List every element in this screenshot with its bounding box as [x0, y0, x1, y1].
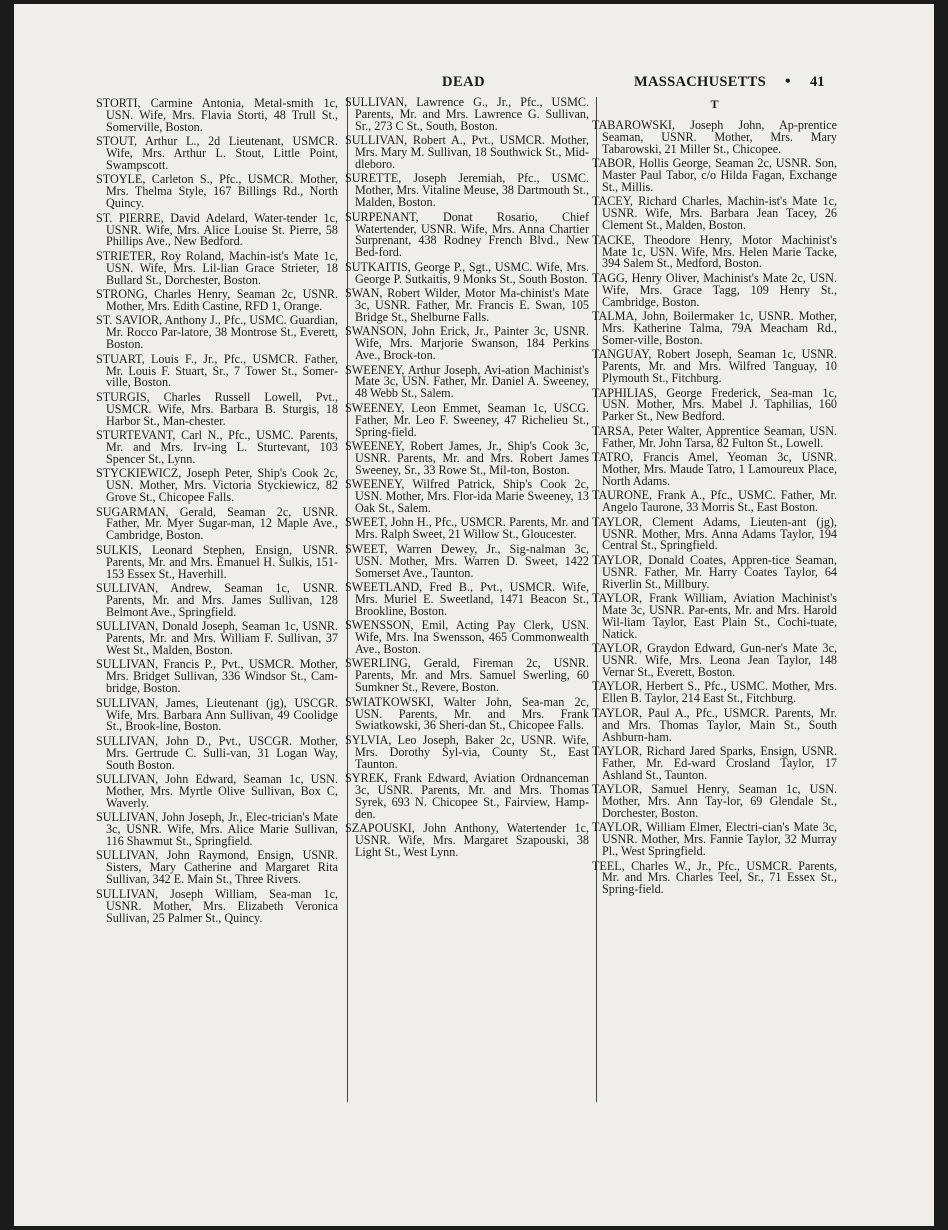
casualty-entry: SURPENANT, Donat Rosario, Chief Watertender, USNR. Wife, Mrs. Anna Chartier Surprenant, 438 Rodney French Blvd., New Bed-ford.	[345, 209, 589, 260]
casualty-entry: ST. PIERRE, David Adelard, Water-tender 1c, USNR. Wife, Mrs. Alice Louise St. Pierre, 58 Phillips Ave., New Bedford.	[96, 210, 338, 249]
casualty-entry: SWEET, Warren Dewey, Jr., Sig-nalman 3c, USN. Mother, Mrs. Warren D. Sweet, 1422 Somerset Ave., Taunton.	[345, 541, 589, 580]
casualty-entry: SWIATKOWSKI, Walter John, Sea-man 2c, USN. Parents, Mr. and Mrs. Frank Swiatkowski, 36 Sheri-dan St., Chicopee Falls.	[345, 694, 589, 733]
page-header	[14, 74, 934, 94]
casualty-entry: TAYLOR, Frank William, Aviation Machinist's Mate 3c, USNR. Par-ents, Mr. and Mrs. Harold Wil-liam Taylor, East Plain St., Cochi-tuate, Natick.	[592, 591, 837, 641]
casualty-entry: SULLIVAN, Lawrence G., Jr., Pfc., USMC. Parents, Mr. and Mrs. Lawrence G. Sullivan, Sr., 273 C St., South, Boston.	[345, 95, 589, 133]
casualty-entry: SWEETLAND, Fred B., Pvt., USMCR. Wife, Mrs. Muriel E. Sweetland, 1471 Beacon St., Brookline, Boston.	[345, 579, 589, 618]
casualty-entry: SWEET, John H., Pfc., USMCR. Parents, Mr. and Mrs. Ralph Sweet, 21 Willow St., Gloucester.	[345, 515, 589, 542]
casualty-entry: TAYLOR, Samuel Henry, Seaman 1c, USN. Mother, Mrs. Ann Tay-lor, 69 Glendale St., Dorchester, Boston.	[592, 782, 837, 820]
column-3	[592, 98, 837, 899]
casualty-entry: SUTKAITIS, George P., Sgt., USMC. Wife, Mrs. George P. Sutkaitis, 9 Monks St., South Boston.	[345, 259, 589, 286]
casualty-entry: SYLVIA, Leo Joseph, Baker 2c, USNR. Wife, Mrs. Dorothy Syl-via, County St., East Taunton.	[345, 732, 589, 771]
casualty-entry: SULLIVAN, John Joseph, Jr., Elec-trician's Mate 3c, USNR. Wife, Mrs. Alice Marie Sullivan, 116 Shawmut St., Springfield.	[96, 810, 338, 849]
casualty-entry: STRIETER, Roy Roland, Machin-ist's Mate 1c, USN. Wife, Mrs. Lil-lian Grace Strieter, 18 Bullard St., Dorchester, Boston.	[96, 248, 338, 287]
casualty-entry: TAURONE, Frank A., Pfc., USMC. Father, Mr. Angelo Taurone, 33 Morris St., East Boston.	[592, 488, 837, 515]
casualty-entry: SUGARMAN, Gerald, Seaman 2c, USNR. Father, Mr. Myer Sugar-man, 12 Maple Ave., Cambridge, Boston.	[96, 504, 338, 543]
casualty-entry: TAYLOR, Clement Adams, Lieuten-ant (jg), USNR. Mother, Mrs. Anna Adams Taylor, 194 Central St., Springfield.	[592, 514, 837, 553]
casualty-entry: SURETTE, Joseph Jeremiah, Pfc., USMC. Mother, Mrs. Vitaline Meuse, 38 Dartmouth St., Malden, Boston.	[345, 171, 589, 210]
casualty-entry: SZAPOUSKI, John Anthony, Watertender 1c, USNR. Wife, Mrs. Margaret Szapouski, 38 Light St., West Lynn.	[345, 821, 589, 859]
casualty-entry: SULLIVAN, John Edward, Seaman 1c, USN. Mother, Mrs. Myrtle Olive Sullivan, Box C, Waverly.	[96, 772, 338, 810]
casualty-entry: ST. SAVIOR, Anthony J., Pfc., USMC. Guardian, Mr. Rocco Par-latore, 38 Montrose St., Everett, Boston.	[96, 313, 338, 352]
casualty-entry: SULLIVAN, Andrew, Seaman 1c, USNR. Parents, Mr. and Mrs. James Sullivan, 128 Belmont Ave., Springfield.	[96, 580, 338, 619]
casualty-entry: TAYLOR, William Elmer, Electri-cian's Mate 3c, USNR. Mother, Mrs. Fannie Taylor, 32 Murray Pl., West Springfield.	[592, 820, 837, 859]
casualty-entry: TAYLOR, Herbert S., Pfc., USMC. Mother, Mrs. Ellen B. Taylor, 214 East St., Fitchburg.	[592, 679, 837, 706]
casualty-entry: SULLIVAN, John Raymond, Ensign, USNR. Sisters, Mary Catherine and Margaret Rita Sullivan, 342 E. Main St., Three Rivers.	[96, 848, 338, 887]
casualty-entry: SWEENEY, Arthur Joseph, Avi-ation Machinist's Mate 3c, USN. Father, Mr. Daniel A. Sweeney, 48 Webb St., Salem.	[345, 362, 589, 401]
casualty-entry: SWEENEY, Wilfred Patrick, Ship's Cook 2c, USN. Mother, Mrs. Flor-ida Marie Sweeney, 13 Oak St., Salem.	[345, 477, 589, 515]
column-1	[96, 98, 338, 927]
casualty-entry: SULLIVAN, Donald Joseph, Seaman 1c, USNR. Parents, Mr. and Mrs. William F. Sullivan, 37 West St., Malden, Boston.	[96, 619, 338, 657]
page-number: 41	[810, 74, 825, 90]
casualty-entry: SYREK, Frank Edward, Aviation Ordnanceman 3c, USNR. Parents, Mr. and Mrs. Thomas Syrek, 693 N. Chicopee St., Fairview, Hamp-den.	[345, 771, 589, 821]
casualty-entry: SWAN, Robert Wilder, Motor Ma-chinist's Mate 3c, USNR. Father, Mr. Francis E. Swan, 105 Bridge St., Shelburne Falls.	[345, 286, 589, 324]
casualty-entry: STYCKIEWICZ, Joseph Peter, Ship's Cook 2c, USN. Mother, Mrs. Victoria Styckiewicz, 82 Grove St., Chicopee Falls.	[96, 466, 338, 505]
casualty-entry: TAYLOR, Graydon Edward, Gun-ner's Mate 3c, USNR. Wife, Mrs. Leona Jean Taylor, 148 Vernar St., Everett, Boston.	[592, 641, 837, 679]
header-title: DEAD	[442, 74, 486, 90]
casualty-entry: TACKE, Theodore Henry, Motor Machinist's Mate 1c, USN. Wife, Mrs. Helen Marie Tacke, 394 Salem St., Medford, Boston.	[592, 232, 837, 271]
casualty-entry: SWERLING, Gerald, Fireman 2c, USNR. Parents, Mr. and Mrs. Samuel Swerling, 60 Sumkner St., Revere, Boston.	[345, 656, 589, 695]
casualty-entry: TAYLOR, Donald Coates, Appren-tice Seaman, USNR. Father, Mr. Harry Coates Taylor, 64 Riverlin St., Millbury.	[592, 552, 837, 591]
casualty-entry: TACEY, Richard Charles, Machin-ist's Mate 1c, USNR. Wife, Mrs. Barbara Jean Tacey, 26 Clement St., Malden, Boston.	[592, 194, 837, 233]
casualty-entry: TAPHILIAS, George Frederick, Sea-man 1c, USN. Mother, Mrs. Mabel J. Taphilias, 160 Parker St., New Bedford.	[592, 385, 837, 424]
casualty-entry: SWEENEY, Leon Emmet, Seaman 1c, USCG. Father, Mr. Leo F. Sweeney, 47 Richelieu St., Spring-field.	[345, 400, 589, 439]
casualty-entry: TABOR, Hollis George, Seaman 2c, USNR. Son, Master Paul Tabor, c/o Hilda Fagan, Exchange St., Millis.	[592, 156, 837, 195]
casualty-entry: SULLIVAN, John D., Pvt., USCGR. Mother, Mrs. Gertrude C. Sulli-van, 31 Logan Way, South Boston.	[96, 733, 338, 772]
header-bullet: •	[785, 73, 791, 90]
casualty-entry: SWENSSON, Emil, Acting Pay Clerk, USN. Wife, Mrs. Ina Swensson, 465 Commonwealth Ave., Boston.	[345, 618, 589, 656]
section-letter: T	[710, 97, 719, 111]
casualty-entry: SWEENEY, Robert James, Jr., Ship's Cook 3c, USNR. Parents, Mr. and Mrs. Robert James Sweeney, Sr., 33 Rowe St., Mil-ton, Boston.	[345, 438, 589, 477]
casualty-entry: SULLIVAN, Robert A., Pvt., USMCR. Mother, Mrs. Mary M. Sullivan, 18 Southwick St., Mid-dleboro.	[345, 133, 589, 172]
casualty-entry: TAYLOR, Richard Jared Sparks, Ensign, USNR. Father, Mr. Ed-ward Crosland Taylor, 17 Ashland St., Taunton.	[592, 743, 837, 782]
casualty-entry: STORTI, Carmine Antonia, Metal-smith 1c, USN. Wife, Mrs. Flavia Storti, 48 Trull St., Somerville, Boston.	[96, 96, 338, 134]
casualty-entry: SWANSON, John Erick, Jr., Painter 3c, USNR. Wife, Mrs. Marjorie Swanson, 184 Perkins Ave., Brock-ton.	[345, 324, 589, 363]
casualty-entry: TARSA, Peter Walter, Apprentice Seaman, USN. Father, Mr. John Tarsa, 82 Fulton St., Lowell.	[592, 423, 837, 450]
casualty-entry: STURGIS, Charles Russell Lowell, Pvt., USMCR. Wife, Mrs. Barbara B. Sturgis, 18 Harbor St., Man-chester.	[96, 389, 338, 428]
casualty-entry: TANGUAY, Robert Joseph, Seaman 1c, USNR. Parents, Mr. and Mrs. Wilfred Tanguay, 10 Plymouth St., Fitchburg.	[592, 347, 837, 386]
casualty-entry: STRONG, Charles Henry, Seaman 2c, USNR. Mother, Mrs. Edith Castine, RFD 1, Orange.	[96, 287, 338, 313]
casualty-entry: STOUT, Arthur L., 2d Lieutenant, USMCR. Wife, Mrs. Arthur L. Stout, Little Point, Swampscott.	[96, 134, 338, 173]
header-state: MASSACHUSETTS	[634, 74, 767, 90]
casualty-entry: TABAROWSKI, Joseph John, Ap-prentice Seaman, USNR. Mother, Mrs. Mary Tabarowski, 21 Miller St., Chicopee.	[592, 118, 837, 156]
casualty-entry: SULKIS, Leonard Stephen, Ensign, USNR. Parents, Mr. and Mrs. Emanuel H. Sulkis, 151-153 Essex St., Haverhill.	[96, 542, 338, 581]
casualty-entry: TAYLOR, Paul A., Pfc., USMCR. Parents, Mr. and Mrs. Thomas Taylor, Main St., South Ashburn-ham.	[592, 705, 837, 744]
casualty-entry: TATRO, Francis Amel, Yeoman 3c, USNR. Mother, Mrs. Maude Tatro, 1 Lamoureux Place, North Adams.	[592, 450, 837, 488]
casualty-entry: SULLIVAN, Francis P., Pvt., USMCR. Mother, Mrs. Bridget Sullivan, 336 Windsor St., Cam-bridge, Boston.	[96, 657, 338, 696]
casualty-entry: STOYLE, Carleton S., Pfc., USMCR. Mother, Mrs. Thelma Style, 167 Billings Rd., North Quincy.	[96, 172, 338, 211]
casualty-entry: STUART, Louis F., Jr., Pfc., USMCR. Father, Mr. Louis F. Stuart, Sr., 7 Tower St., Somer-ville, Boston.	[96, 351, 338, 390]
document-page	[14, 4, 934, 1226]
casualty-entry: TAGG, Henry Oliver, Machinist's Mate 2c, USN. Wife, Mrs. Grace Tagg, 109 Henry St., Cambridge, Boston.	[592, 270, 837, 309]
casualty-entry: SULLIVAN, Joseph William, Sea-man 1c, USNR. Mother, Mrs. Elizabeth Veronica Sullivan, 25 Palmer St., Quincy.	[96, 886, 338, 925]
casualty-entry: SULLIVAN, James, Lieutenant (jg), USCGR. Wife, Mrs. Barbara Ann Sullivan, 49 Coolidge St., Brook-line, Boston.	[96, 695, 338, 734]
column-2	[345, 97, 589, 861]
casualty-entry: STURTEVANT, Carl N., Pfc., USMC. Parents, Mr. and Mrs. Irv-ing L. Sturtevant, 103 Spencer St., Lynn.	[96, 428, 338, 466]
casualty-entry: TEEL, Charles W., Jr., Pfc., USMCR. Parents, Mr. and Mrs. Charles Teel, Sr., 71 Essex St., Spring-field.	[592, 858, 837, 897]
casualty-entry: TALMA, John, Boilermaker 1c, USNR. Mother, Mrs. Katherine Talma, 79A Meacham Rd., Somer-ville, Boston.	[592, 309, 837, 347]
